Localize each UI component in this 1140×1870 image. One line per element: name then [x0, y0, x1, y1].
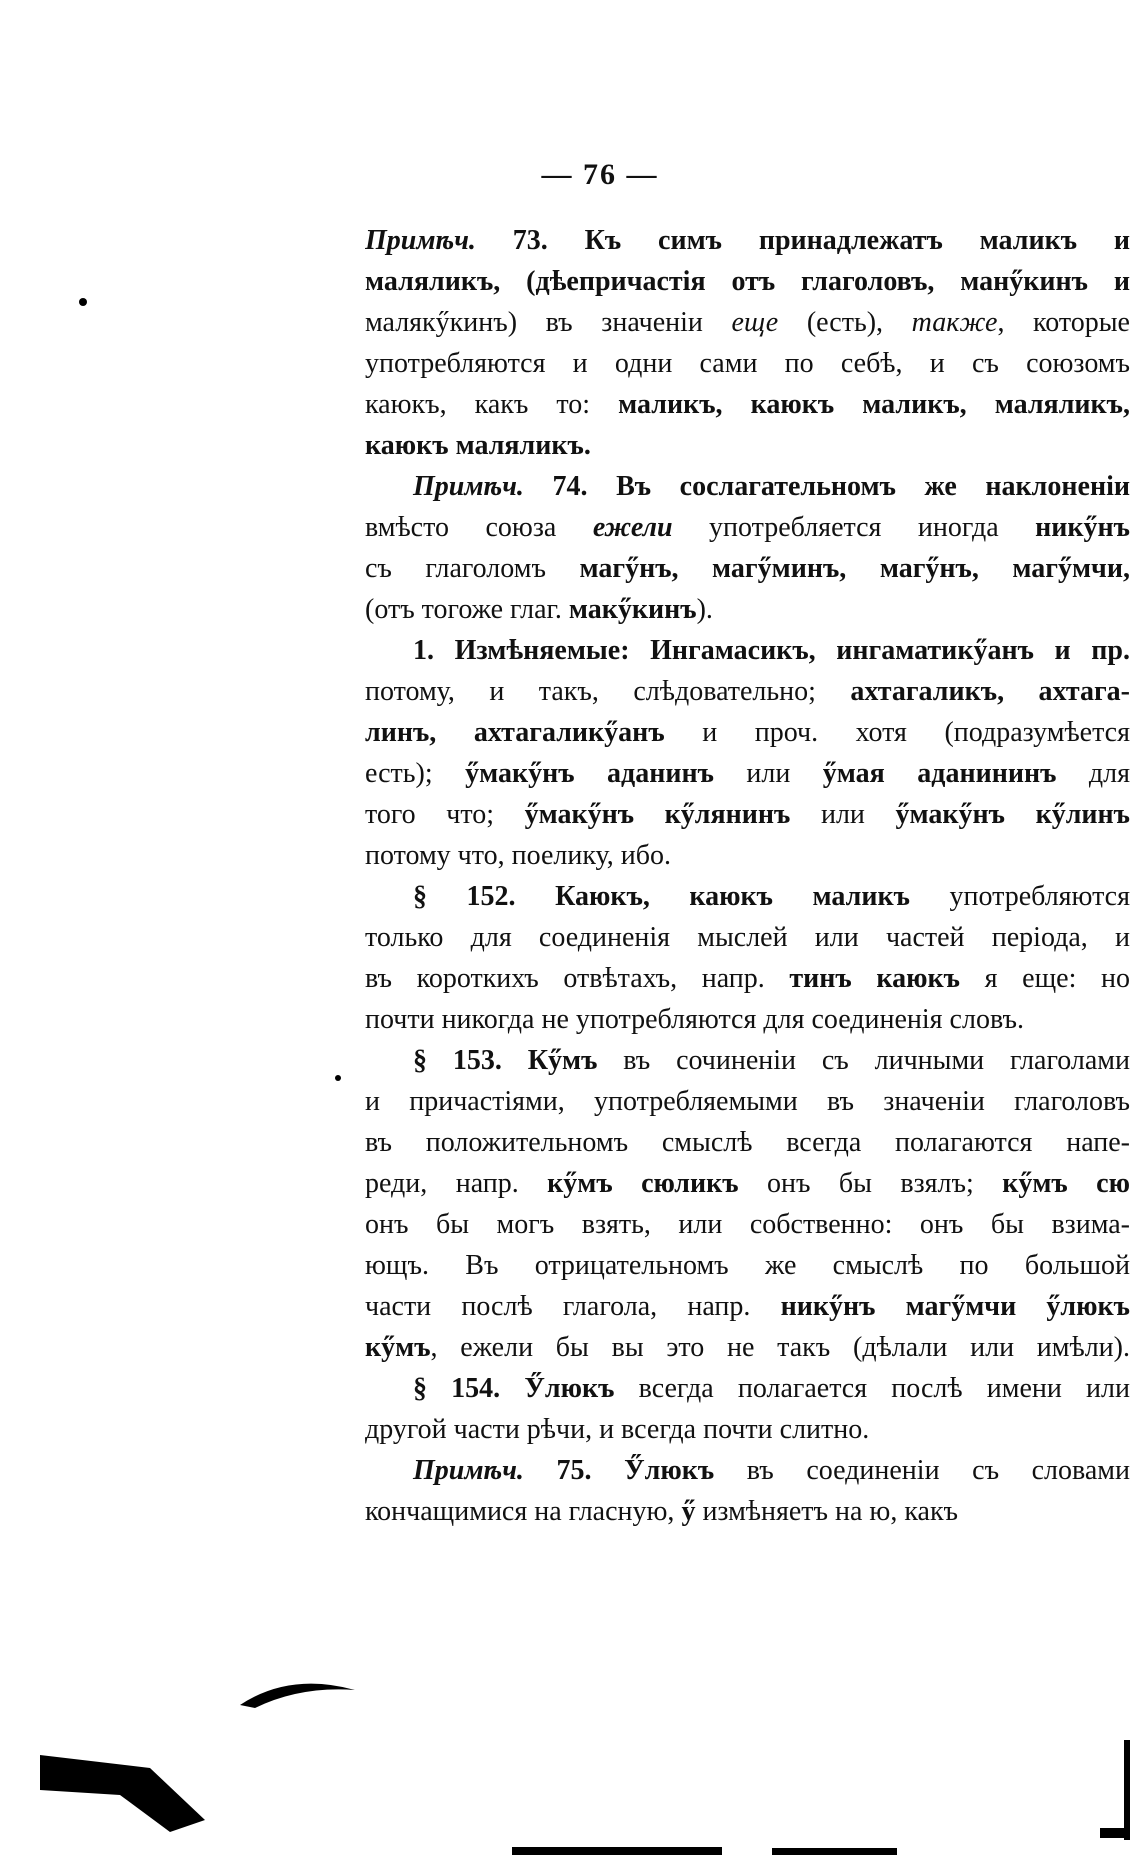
text-run: и причастіями, употребляемыми въ значеніи глаголовъ: [365, 1086, 1130, 1117]
text-line: [365, 1204, 1130, 1245]
text-line: [365, 835, 1130, 876]
text-run: и проч. хотя (подразумѣется: [664, 717, 1130, 748]
text-run: употребляется иногда: [672, 512, 1036, 543]
text-run: употребляются и одни сами по себѣ, и съ союзомъ: [365, 348, 1130, 379]
text-run: кӳмъ: [365, 1332, 431, 1363]
text-line: [365, 1450, 1130, 1491]
text-run: я еще: но: [959, 963, 1130, 994]
text-run: ежели: [592, 512, 673, 543]
text-run: части послѣ глагола, напр.: [365, 1291, 781, 1322]
scan-edge: [1100, 1828, 1128, 1838]
text-run: также: [911, 307, 998, 338]
text-run: ӳмакӳнъ кӳлинъ: [895, 799, 1130, 830]
text-run: ӳмакӳнъ аданинъ: [465, 758, 714, 789]
text-run: (есть),: [778, 307, 912, 338]
text-line: [365, 671, 1130, 712]
text-run: ахтагаликъ, ахтага-: [850, 676, 1130, 707]
text-run: 1. Измѣняемые: Ингамасикъ, ингаматикӳанъ и пр.: [413, 635, 1130, 666]
text-line: [365, 261, 1130, 302]
text-line: [365, 753, 1130, 794]
text-run: малякӳкинъ) въ значеніи: [365, 307, 732, 338]
text-run: кӳмъ сюликъ: [547, 1168, 739, 1199]
text-line: [365, 1368, 1130, 1409]
text-run: Примѣч.: [365, 225, 476, 256]
text-run: ӳмая аданининъ: [822, 758, 1057, 789]
text-line: [365, 548, 1130, 589]
text-run: , ежели бы вы это не такъ (дѣлали или имѣли).: [430, 1332, 1130, 1363]
text-run: каюкъ маляликъ.: [365, 430, 591, 461]
text-run: макӳкинъ: [568, 594, 697, 625]
text-line: [365, 794, 1130, 835]
text-run: есть);: [365, 758, 466, 789]
scan-dot: [79, 298, 87, 306]
text-run: другой части рѣчи, и всегда почти слитно.: [365, 1414, 870, 1445]
text-line: [365, 1081, 1130, 1122]
text-line: [365, 876, 1130, 917]
text-line: [365, 712, 1130, 753]
text-line: [365, 589, 1130, 630]
text-run: кончащимися на гласную,: [365, 1496, 682, 1527]
text-run: , которые: [997, 307, 1130, 338]
text-run: ӳмакӳнъ кӳлянинъ: [524, 799, 791, 830]
text-line: [365, 425, 1130, 466]
text-run: магӳнъ, магӳминъ, магӳнъ, магӳмчи,: [579, 553, 1130, 584]
page-number: — 76 —: [541, 158, 659, 191]
text-line: [365, 999, 1130, 1040]
text-run: 73.: [475, 225, 585, 256]
scan-smudge: [40, 1755, 205, 1832]
text-run: никӳнъ: [1035, 512, 1130, 543]
text-run: вмѣсто союза: [365, 512, 593, 543]
text-run: кӳмъ сю: [1002, 1168, 1130, 1199]
text-line: [365, 220, 1130, 261]
text-line: [365, 1491, 1130, 1532]
scan-rule: [512, 1847, 722, 1855]
text-run: или: [713, 758, 823, 789]
text-run: потому, и такъ, слѣдовательно;: [365, 676, 851, 707]
text-run: онъ бы взялъ;: [738, 1168, 1003, 1199]
text-run: Примѣч.: [413, 1455, 524, 1486]
text-line: [365, 1040, 1130, 1081]
text-run: маляликъ, (дѣепричастія отъ глаголовъ, манӳкинъ и: [365, 266, 1130, 297]
text-run: ӳ: [681, 1496, 696, 1527]
text-run: того что;: [365, 799, 525, 830]
text-run: § 154. Ӳлюкъ: [413, 1373, 615, 1404]
text-run: съ глаголомъ: [365, 553, 580, 584]
text-run: маликъ и: [979, 225, 1130, 256]
text-run: измѣняетъ на ю, какъ: [695, 1496, 959, 1527]
text-line: [365, 1122, 1130, 1163]
text-run: онъ бы могъ взять, или собственно: онъ бы взима-: [365, 1209, 1130, 1240]
text-line: [365, 1409, 1130, 1450]
scan-edge: [1124, 1740, 1130, 1840]
text-run: тинъ каюкъ: [789, 963, 960, 994]
text-run: Примѣч.: [413, 471, 524, 502]
text-line: [365, 343, 1130, 384]
text-run: только для соединенія мыслей или частей періода, и: [365, 922, 1130, 953]
text-run: въ сочиненіи съ личными глаголами: [597, 1045, 1130, 1076]
scan-dot: [335, 1075, 341, 1081]
text-line: [365, 1327, 1130, 1368]
text-line: [365, 302, 1130, 343]
text-run: въ соединеніи съ словами: [714, 1455, 1130, 1486]
text-line: [365, 1163, 1130, 1204]
text-run: маликъ, каюкъ маликъ, маляликъ,: [618, 389, 1130, 420]
text-run: въ положительномъ смыслѣ всегда полагаются напе-: [365, 1127, 1130, 1158]
text-run: потому что, поелику, ибо.: [365, 840, 671, 871]
text-line: [365, 958, 1130, 999]
text-line: [365, 507, 1130, 548]
text-run: Къ симъ принадлежатъ: [584, 225, 980, 256]
text-block: [365, 220, 1130, 1532]
scan-rule: [772, 1848, 897, 1855]
text-run: для: [1056, 758, 1130, 789]
text-run: § 152. Каюкъ, каюкъ маликъ: [413, 881, 910, 912]
text-run: или: [790, 799, 896, 830]
scan-smudge: [240, 1684, 355, 1708]
text-run: каюкъ, какъ то:: [365, 389, 619, 420]
text-run: никӳнъ магӳмчи ӳлюкъ: [780, 1291, 1130, 1322]
text-run: линъ, ахтагаликӳанъ: [365, 717, 665, 748]
text-line: [365, 466, 1130, 507]
text-run: ).: [696, 594, 713, 625]
text-run: Ӳлюкъ: [624, 1455, 715, 1486]
text-line: [365, 1245, 1130, 1286]
text-run: еще: [731, 307, 779, 338]
text-line: [365, 384, 1130, 425]
text-run: ющъ. Въ отрицательномъ же смыслѣ по большой: [365, 1250, 1130, 1281]
text-run: реди, напр.: [365, 1168, 548, 1199]
text-run: 75.: [523, 1455, 625, 1486]
text-run: (отъ тогоже глаг.: [365, 594, 569, 625]
text-run: всегда полагается послѣ имени или: [614, 1373, 1130, 1404]
text-run: въ короткихъ отвѣтахъ, напр.: [365, 963, 790, 994]
text-line: [365, 917, 1130, 958]
text-run: 74. Въ сослагательномъ же наклоненіи: [523, 471, 1130, 502]
text-run: употребляются: [909, 881, 1130, 912]
text-line: [365, 1286, 1130, 1327]
text-run: почти никогда не употребляются для соединенія словъ.: [365, 1004, 1024, 1035]
text-line: [365, 630, 1130, 671]
text-run: § 153. Кӳмъ: [413, 1045, 598, 1076]
